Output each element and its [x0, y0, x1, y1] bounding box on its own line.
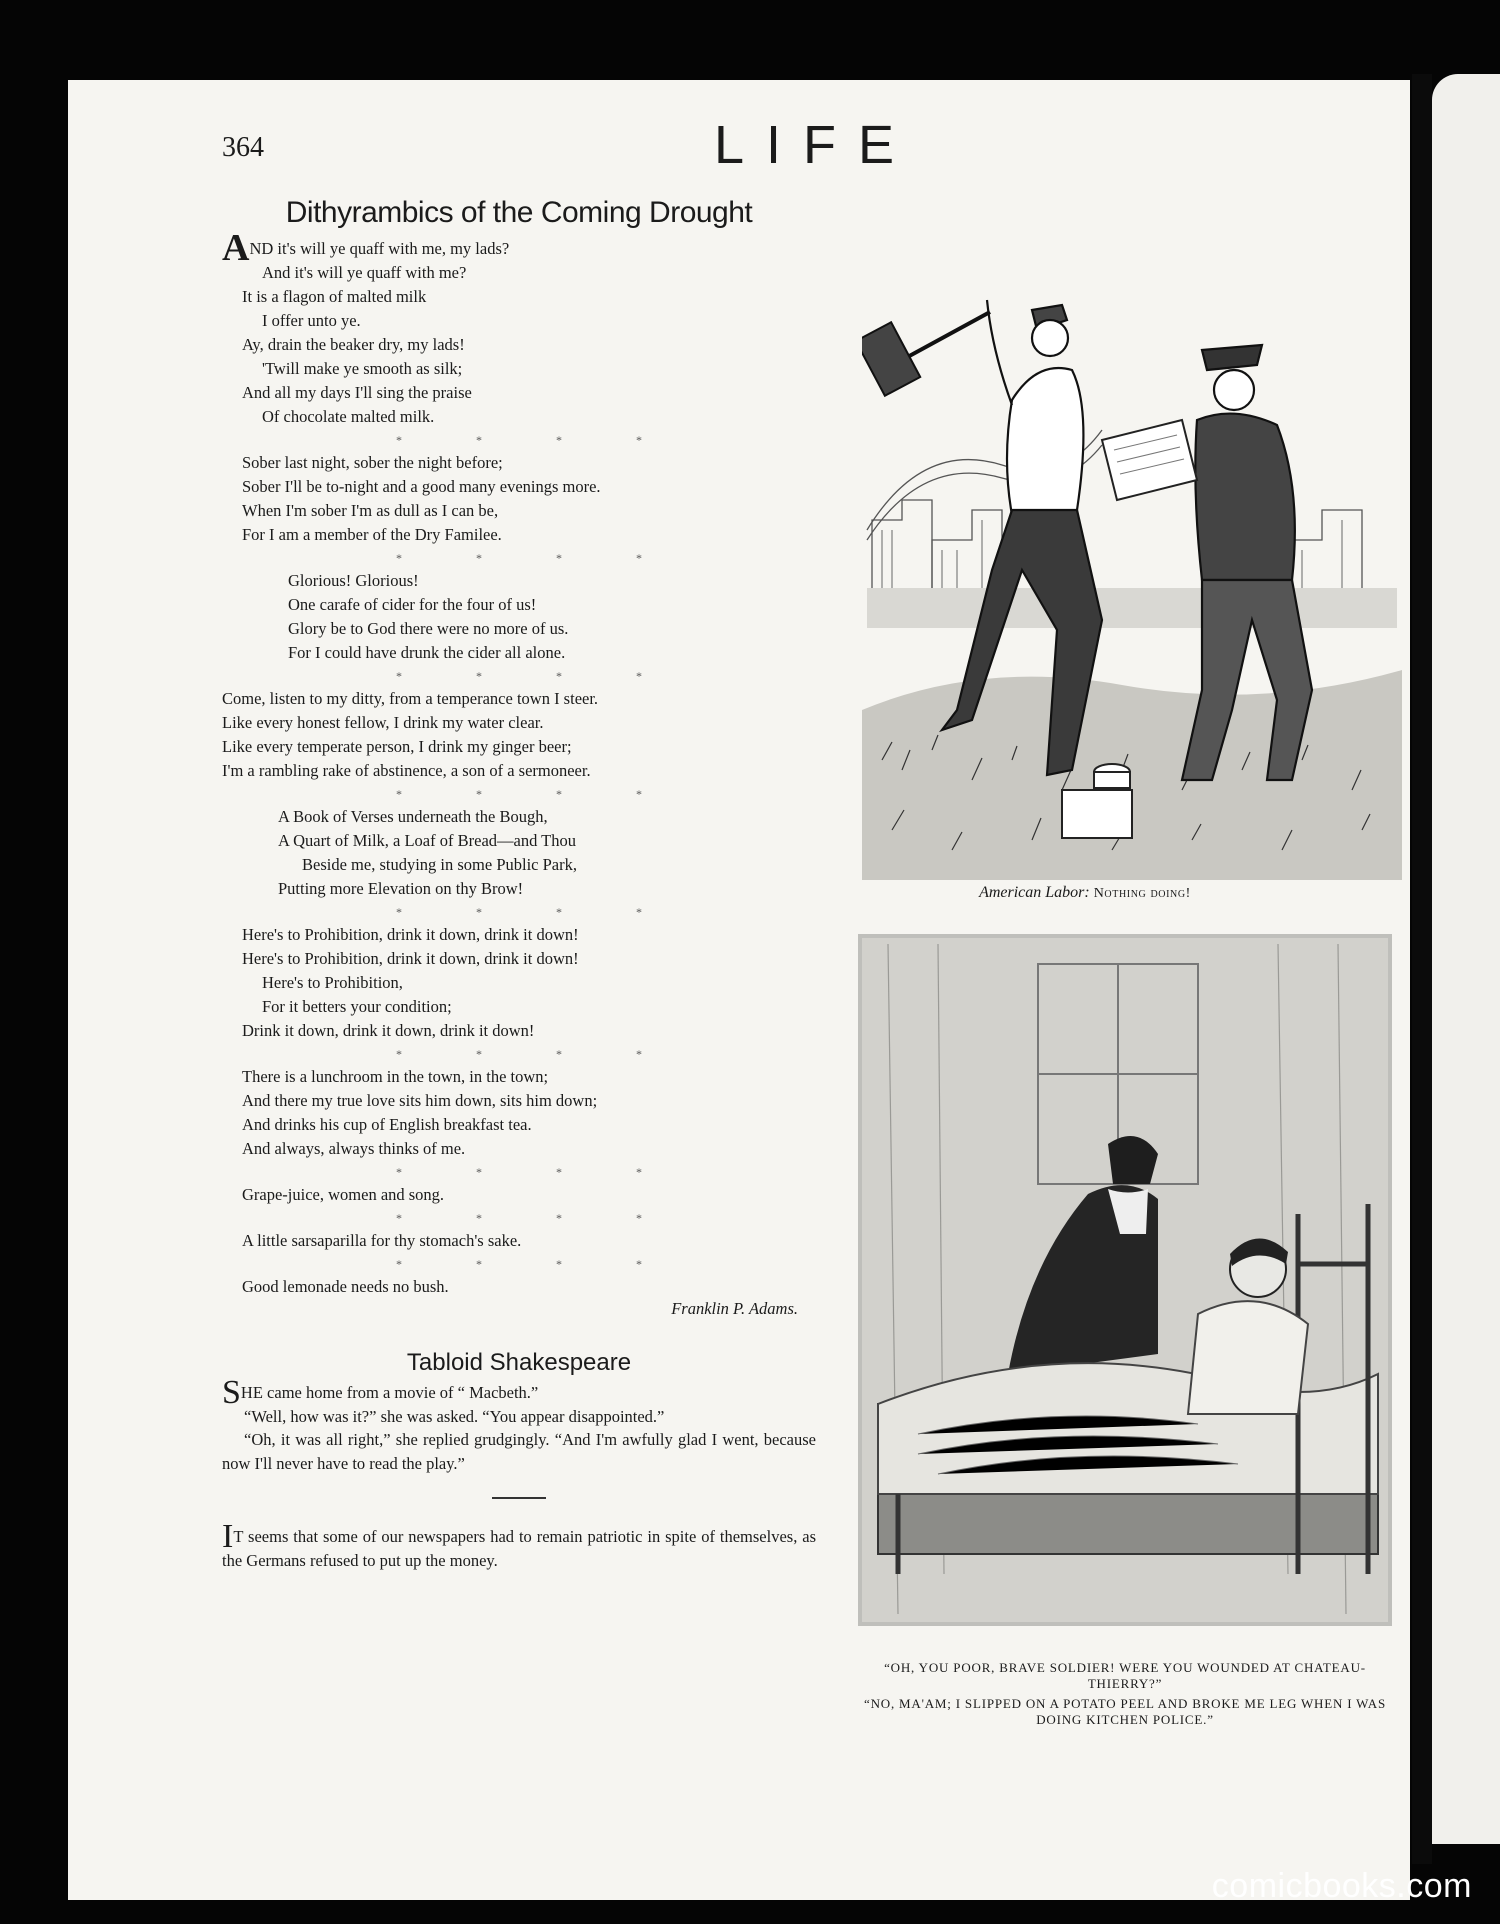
poem-line: Grape-juice, women and song. [242, 1185, 445, 1204]
stanza-separator [222, 429, 816, 451]
newspaper-paragraph: IT seems that some of our newspapers had to remain patriotic in spite of themselves, as the Germans refused to put up the money. [222, 1518, 816, 1570]
separator-star: * [476, 433, 482, 447]
cartoon-laborer-caption: American Labor: Nothing doing! [979, 884, 1191, 901]
separator-star: * [636, 1211, 642, 1225]
separator-star: * [476, 1257, 482, 1271]
separator-star: * [396, 433, 402, 447]
poem-title: Dithyrambics of the Coming Drought [285, 196, 753, 229]
stanza-separator [222, 1043, 816, 1065]
poem-stanza [222, 687, 816, 783]
separator-star: * [636, 433, 642, 447]
poem-line: It is a flagon of malted milk [242, 287, 427, 306]
poem-line: Here's to Prohibition, drink it down, drink it down! [242, 949, 579, 968]
poem-line: A little sarsaparilla for thy stomach's sake. [242, 1231, 522, 1250]
poem-line: For I am a member of the Dry Familee. [242, 525, 502, 544]
poem-line: Putting more Elevation on thy Brow! [278, 879, 524, 898]
separator-star: * [476, 551, 482, 565]
separator-star: * [556, 787, 562, 801]
poem-stanza [222, 451, 816, 547]
separator-star: * [396, 1211, 402, 1225]
separator-star: * [556, 905, 562, 919]
separator-star: * [556, 433, 562, 447]
poem-line: Sober I'll be to-night and a good many evenings more. [242, 477, 601, 496]
poem-line: For I could have drunk the cider all alone. [288, 643, 566, 662]
poem-author: Franklin P. Adams. [671, 1299, 798, 1318]
stanza-separator [222, 783, 816, 805]
poem-line: A Quart of Milk, a Loaf of Bread—and Thou [278, 831, 576, 850]
poem-line: Here's to Prohibition, drink it down, drink it down! [242, 925, 579, 944]
poem-line: For it betters your condition; [262, 997, 452, 1016]
poem-line: A Book of Verses underneath the Bough, [278, 807, 548, 826]
poem-line: 'Twill make ye smooth as silk; [262, 359, 463, 378]
masthead: LIFE [714, 115, 917, 175]
poem-line: Of chocolate malted milk. [262, 407, 435, 426]
separator-star: * [476, 669, 482, 683]
poem-line: Ay, drain the beaker dry, my lads! [242, 335, 465, 354]
separator-star: * [636, 1257, 642, 1271]
tabloid-paragraph-2: “Well, how was it?” she was asked. “You appear disappointed.” [244, 1406, 665, 1426]
separator-star: * [396, 1165, 402, 1179]
poem-line: And it's will ye quaff with me? [262, 263, 467, 282]
caption-question: “OH, YOU POOR, BRAVE SOLDIER! WERE YOU WOUNDED AT CHATEAU-THIERRY?” [884, 1660, 1366, 1691]
separator-star: * [396, 787, 402, 801]
poem-line: Sober last night, sober the night before; [242, 453, 503, 472]
facing-page-edge [1432, 74, 1500, 1844]
tabloid-title: Tabloid Shakespeare [406, 1349, 632, 1376]
cartoon-soldier-illustration [858, 934, 1392, 1626]
stanza-separator [222, 547, 816, 569]
poem-line: Here's to Prohibition, [262, 973, 403, 992]
separator-star: * [636, 1165, 642, 1179]
separator-star: * [396, 905, 402, 919]
poem-line: And all my days I'll sing the praise [242, 383, 472, 402]
poem-stanza [222, 1275, 816, 1299]
separator-star: * [556, 1257, 562, 1271]
separator-star: * [556, 1211, 562, 1225]
poem-line: And always, always thinks of me. [242, 1139, 466, 1158]
poem-line: Like every honest fellow, I drink my water clear. [222, 713, 544, 732]
separator-star: * [396, 551, 402, 565]
separator-star: * [636, 905, 642, 919]
poem-stanza [222, 1229, 816, 1253]
stanza-separator [222, 1253, 816, 1275]
separator-star: * [636, 669, 642, 683]
poem-line: Drink it down, drink it down, drink it down! [242, 1021, 535, 1040]
stanza-separator [222, 901, 816, 923]
separator-star: * [476, 1047, 482, 1061]
separator-star: * [556, 551, 562, 565]
poem-line: When I'm sober I'm as dull as I can be, [242, 501, 499, 520]
separator-star: * [476, 1211, 482, 1225]
drop-cap: A [222, 227, 250, 269]
tabloid-paragraph-3: “Oh, it was all right,” she replied grudgingly. “And I'm awfully glad I went, because now I'll never have to read the play.” [222, 1430, 816, 1473]
stanza-separator [222, 665, 816, 687]
poem-line: And drinks his cup of English breakfast tea. [242, 1115, 532, 1134]
poem-first-line-text: ND it's will ye quaff with me, my lads? [249, 239, 510, 258]
tabloid-paragraph-1: SHE came home from a movie of “ Macbeth.” [222, 1374, 539, 1411]
poem-line: Good lemonade needs no bush. [242, 1277, 449, 1296]
poem-line: There is a lunchroom in the town, in the town; [242, 1067, 549, 1086]
stanza-separator [222, 1161, 816, 1183]
poem-stanza [222, 261, 816, 429]
poem-line: I'm a rambling rake of abstinence, a son of a sermoneer. [222, 761, 591, 780]
page-number: 364 [222, 132, 264, 163]
left-column [222, 196, 816, 1572]
separator-star: * [556, 1047, 562, 1061]
watermark: comicbooks.com [1211, 1867, 1472, 1905]
poem-line: Glorious! Glorious! [288, 571, 419, 590]
caption-answer: “NO, MA'AM; I SLIPPED ON A POTATO PEEL AND BROKE ME LEG WHEN I WAS DOING KITCHEN POLICE.” [864, 1696, 1386, 1727]
poem-first-line [222, 227, 816, 269]
separator-star: * [636, 551, 642, 565]
poem-body [222, 261, 816, 1299]
stanza-separator [222, 1207, 816, 1229]
poem-stanza [222, 1183, 816, 1207]
poem-line: And there my true love sits him down, sits him down; [242, 1091, 598, 1110]
separator-star: * [476, 905, 482, 919]
cartoon-laborer-illustration [862, 290, 1402, 880]
poem-stanza [222, 805, 816, 901]
poem-line: One carafe of cider for the four of us! [288, 595, 537, 614]
separator-star: * [396, 1257, 402, 1271]
separator-star: * [636, 787, 642, 801]
separator-star: * [396, 669, 402, 683]
separator-star: * [556, 669, 562, 683]
poem-line: Like every temperate person, I drink my ginger beer; [222, 737, 572, 756]
separator-star: * [476, 787, 482, 801]
poem-line: Glory be to God there were no more of us. [288, 619, 569, 638]
poem-line: I offer unto ye. [262, 311, 361, 330]
separator-star: * [636, 1047, 642, 1061]
separator-star: * [556, 1165, 562, 1179]
poem-stanza [222, 1065, 816, 1161]
gutter-shadow [1412, 74, 1432, 1864]
separator-star: * [476, 1165, 482, 1179]
poem-stanza [222, 923, 816, 1043]
poem-line: Beside me, studying in some Public Park, [302, 855, 577, 874]
cartoon-soldier-caption [852, 1660, 1398, 1732]
poem-stanza [222, 569, 816, 665]
poem-line: Come, listen to my ditty, from a temperance town I steer. [222, 689, 599, 708]
section-divider [492, 1497, 546, 1499]
drop-cap: I [222, 1518, 234, 1555]
drop-cap: S [222, 1374, 241, 1411]
separator-star: * [396, 1047, 402, 1061]
